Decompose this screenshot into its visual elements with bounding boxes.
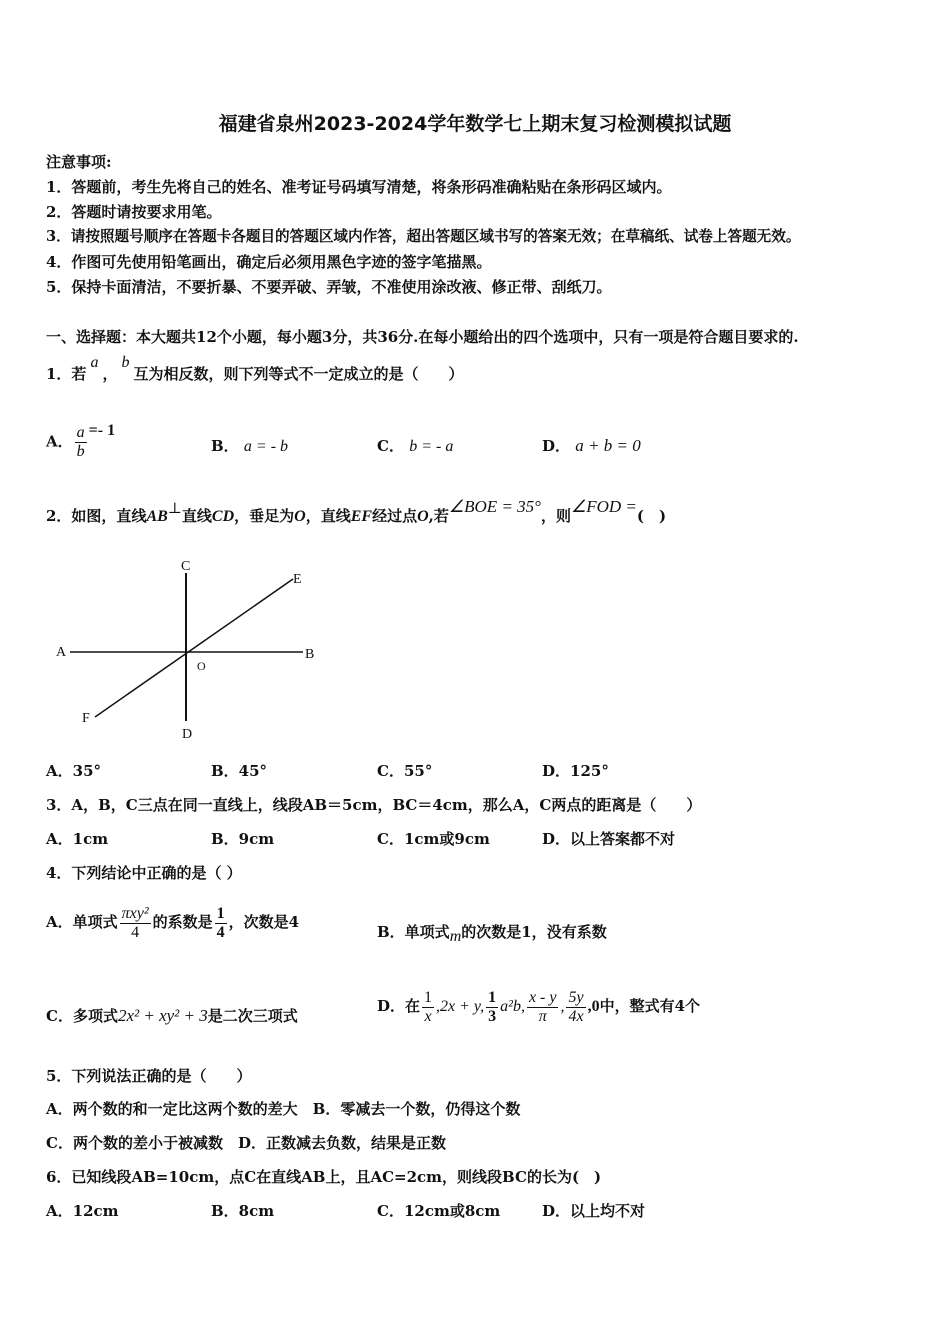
- fraction-numerator: a: [76, 424, 85, 441]
- option-math: a = - b: [243, 438, 289, 455]
- q2-text: ( ): [636, 507, 667, 525]
- fraction-numerator: 5y: [568, 988, 584, 1006]
- option-text: 中，整式有4个: [599, 997, 701, 1015]
- q2-point-o: O: [417, 508, 429, 525]
- option-math: ,0: [587, 998, 600, 1015]
- option-label: C．: [377, 437, 404, 455]
- q2-text: 经过点: [372, 507, 418, 525]
- fraction-numerator: 1: [216, 904, 225, 922]
- q1-option-a: [46, 421, 116, 461]
- q2-text: ，垂足为: [234, 507, 295, 525]
- option-text: D．在: [377, 997, 421, 1015]
- q2-text: ，则: [540, 507, 571, 525]
- q1-text-suffix: 互为相反数，则下列等式不一定成立的是（ ）: [133, 365, 464, 383]
- option-text: 是二次三项式: [207, 1007, 298, 1025]
- fraction-denominator: π: [538, 1007, 547, 1025]
- option-text: ，次数是4: [228, 913, 300, 931]
- fraction: [75, 424, 87, 461]
- q1-text: 1．若: [46, 365, 87, 383]
- fraction-numerator: 1: [488, 988, 497, 1006]
- q6-option-a: A．12cm: [46, 1202, 119, 1220]
- label-b: B: [305, 647, 315, 662]
- q2-option-b: B．45°: [211, 762, 268, 780]
- q1-option-d: [542, 436, 641, 456]
- notice-item: 4．作图可先使用铅笔画出，确定后必须用黑色字迹的签字笔描黑。: [46, 253, 492, 271]
- q4-option-d: D．在 $\frac{1}{x}$ ,2x + y, $\frac{1}{3}$ a²b, $\frac{x - y}{\pi}$ , $\frac{5y}{4x}$ ,0中，整式有4个: [377, 988, 701, 1025]
- option-math: =- 1: [88, 421, 116, 439]
- q4-option-c: [46, 1006, 298, 1026]
- perpendicular-symbol: ⊥: [167, 499, 182, 517]
- q4-option-a: [46, 904, 299, 942]
- fraction-denominator: b: [76, 443, 85, 460]
- fraction-numerator: x - y: [528, 988, 557, 1006]
- option-text: 的系数是: [152, 913, 213, 931]
- option-math: a + b = 0: [575, 436, 641, 455]
- question-3: 3．A，B，C三点在同一直线上，线段AB＝5cm，BC＝4cm，那么A，C两点的距离是（ ）: [46, 796, 702, 814]
- q1-var-b: b: [121, 354, 130, 371]
- q3-option-d: D．以上答案都不对: [542, 830, 676, 848]
- question-4: 4．下列结论中正确的是（ ）: [46, 864, 242, 882]
- section-heading: 一、选择题：本大题共12个小题，每小题3分，共36分.在每小题给出的四个选项中，只有一项是符合题目要求的.: [46, 328, 799, 346]
- option-text: A．单项式: [46, 913, 118, 931]
- notice-item: 3．请按照题号顺序在答题卡各题目的答题区域内作答，超出答题区域书写的答案无效；在草稿纸、试卷上答题无效。: [46, 228, 801, 245]
- fraction: [120, 905, 151, 942]
- q6-option-b: B．8cm: [211, 1202, 275, 1220]
- q2-point-o: O: [294, 508, 306, 525]
- option-math: m: [449, 928, 462, 945]
- label-a: A: [56, 645, 67, 660]
- fraction: [422, 989, 434, 1026]
- label-o: O: [197, 659, 206, 673]
- question-6: 6．已知线段AB=10cm，点C在直线AB上，且AC=2cm，则线段BC的长为( ): [46, 1168, 602, 1186]
- q6-option-c: C．12cm或8cm: [377, 1202, 501, 1220]
- q2-line-ab: AB: [146, 508, 168, 525]
- page-title: 福建省泉州2023-2024学年数学七上期末复习检测模拟试题: [218, 113, 732, 135]
- question-5: 5．下列说法正确的是（ ）: [46, 1067, 252, 1085]
- fraction-numerator: 1: [424, 988, 433, 1006]
- q4-option-b: [377, 922, 607, 943]
- option-text: 的次数是1，没有系数: [461, 923, 607, 941]
- fraction-denominator: 4: [131, 923, 140, 941]
- q5-options-cd: C．两个数的差小于被减数 D．正数减去负数，结果是正数: [46, 1134, 446, 1152]
- q1-option-c: [377, 436, 453, 457]
- q3-option-a: A．1cm: [46, 830, 109, 848]
- q2-text: 2．如图，直线: [46, 507, 147, 525]
- q1-sep: ，: [102, 365, 118, 383]
- fraction: [215, 905, 227, 942]
- fraction-denominator: 4: [216, 923, 225, 941]
- fraction: [566, 989, 585, 1026]
- option-math: a²b,: [500, 998, 525, 1015]
- q2-text: 直线: [181, 507, 212, 525]
- q6-option-d: D．以上均不对: [542, 1202, 646, 1220]
- option-math: ,2x + y,: [436, 998, 485, 1015]
- q2-text: ，直线: [305, 507, 351, 525]
- label-e: E: [293, 572, 302, 587]
- q2-figure: [40, 550, 340, 750]
- label-f: F: [82, 711, 90, 726]
- fraction: [527, 989, 559, 1026]
- label-d: D: [182, 727, 193, 742]
- option-text: B．单项式: [377, 923, 450, 941]
- fraction-denominator: x: [424, 1007, 432, 1025]
- notice-item: 1．答题前，考生先将自己的姓名、准考证号码填写清楚，将条形码准确粘贴在条形码区域内。: [46, 178, 672, 196]
- option-label: D．: [542, 437, 571, 455]
- q2-option-a: A．35°: [46, 762, 102, 780]
- option-label: B．: [211, 437, 239, 455]
- notice-heading: 注意事项:: [46, 153, 112, 171]
- option-math: 2x² + xy² + 3: [117, 1006, 208, 1025]
- q1-var-a: a: [90, 354, 99, 371]
- notice-item: 5．保持卡面清洁，不要折暴、不要弄破、弄皱，不准使用涂改液、修正带、刮纸刀。: [46, 278, 612, 296]
- q2-option-c: C．55°: [377, 762, 433, 780]
- option-label: A．: [46, 432, 73, 451]
- fraction-denominator: 3: [488, 1007, 497, 1025]
- q2-line-cd: CD: [211, 508, 235, 525]
- q2-line-ef: EF: [350, 508, 373, 525]
- q5-options-ab: A．两个数的和一定比这两个数的差大 B．零减去一个数，仍得这个数: [46, 1100, 521, 1118]
- option-text: C．多项式: [46, 1007, 118, 1025]
- fraction: [486, 989, 498, 1026]
- label-c: C: [181, 559, 191, 574]
- q2-angle-fod: ∠FOD =: [570, 497, 637, 516]
- notice-item: 2．答题时请按要求用笔。: [46, 203, 222, 221]
- question-2: [46, 497, 667, 527]
- q3-option-c: C．1cm或9cm: [377, 830, 490, 848]
- q2-option-d: D．125°: [542, 762, 609, 780]
- q2-angle-boe: ∠BOE = 35°: [448, 497, 541, 516]
- question-1: [46, 354, 464, 385]
- fraction-numerator: πxy²: [121, 904, 149, 922]
- q1-option-b: [211, 436, 288, 457]
- line-ef: [95, 579, 293, 717]
- option-math: b = - a: [409, 438, 454, 455]
- q2-text: ,若: [428, 507, 449, 525]
- q3-option-b: B．9cm: [211, 830, 275, 848]
- fraction-denominator: 4x: [568, 1007, 584, 1025]
